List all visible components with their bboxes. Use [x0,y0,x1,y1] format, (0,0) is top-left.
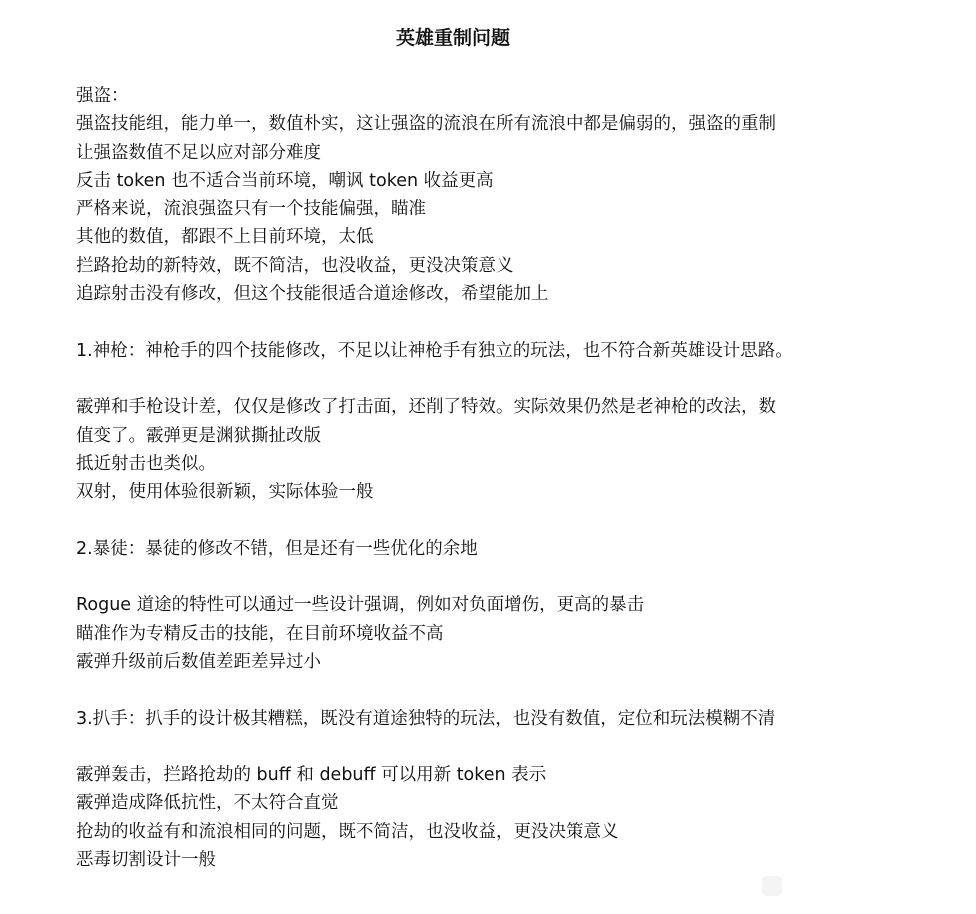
paragraph-spacer [76,676,856,704]
text-line: 值变了。霰弹更是渊狱撕扯改版 [76,425,321,446]
text-line: 恶毒切割设计一般 [76,850,216,871]
paragraph-spacer [76,308,856,336]
text-line: 追踪射击没有修改，但这个技能很适合道途修改，希望能加上 [76,284,549,305]
paragraph-spacer [76,506,856,534]
text-line: 瞄准作为专精反击的技能，在目前环境收益不高 [76,623,444,644]
text-line: 霰弹升级前后数值差距差异过小 [76,651,321,672]
section-heading: 1.神枪：神枪手的四个技能修改，不足以让神枪手有独立的玩法，也不符合新英雄设计思路。 [76,340,793,361]
text-line: 让强盗数值不足以应对部分难度 [76,142,321,163]
section-heading: 强盗： [76,86,129,106]
text-line: 霰弹轰击，拦路抢劫的 buff 和 debuff 可以用新 token 表示 [76,765,547,786]
section-heading: 3.扒手：扒手的设计极其糟糕，既没有道途独特的玩法，也没有数值，定位和玩法模糊不清 [76,708,776,729]
paragraph-spacer [76,365,856,393]
text-line: 抵近射击也类似。 [76,453,216,474]
section-brute [76,535,856,676]
document-title: 英雄重制问题 [395,27,510,49]
text-line: 拦路抢劫的新特效，既不简洁，也没收益，更没决策意义 [76,255,514,276]
text-line: 抢劫的收益有和流浪相同的问题，既不简洁，也没收益，更没决策意义 [76,821,619,842]
text-line: 强盗技能组，能力单一，数值朴实，这让强盗的流浪在所有流浪中都是偏弱的，强盗的重制 [76,114,776,135]
section-rogue [76,82,856,308]
section-gunslinger [76,337,856,507]
section-pickpocket [76,705,856,875]
paragraph-spacer [76,563,856,591]
text-line: 反击 token 也不适合当前环境，嘲讽 token 收益更高 [76,170,494,191]
document-body [76,82,856,874]
paragraph-spacer [76,733,856,761]
section-heading: 2.暴徒：暴徒的修改不错，但是还有一些优化的余地 [76,538,478,559]
text-line: 霰弹造成降低抗性，不太符合直觉 [76,793,339,814]
text-line: 严格来说，流浪强盗只有一个技能偏强，瞄准 [76,199,426,220]
text-line: Rogue 道途的特性可以通过一些设计强调，例如对负面增伤，更高的暴击 [76,595,645,616]
text-line: 其他的数值，都跟不上目前环境，太低 [76,227,374,248]
watermark-icon [762,876,782,896]
text-line: 霰弹和手枪设计差，仅仅是修改了打击面，还削了特效。实际效果仍然是老神枪的改法，数 [76,397,776,418]
text-line: 双射，使用体验很新颖，实际体验一般 [76,482,374,503]
